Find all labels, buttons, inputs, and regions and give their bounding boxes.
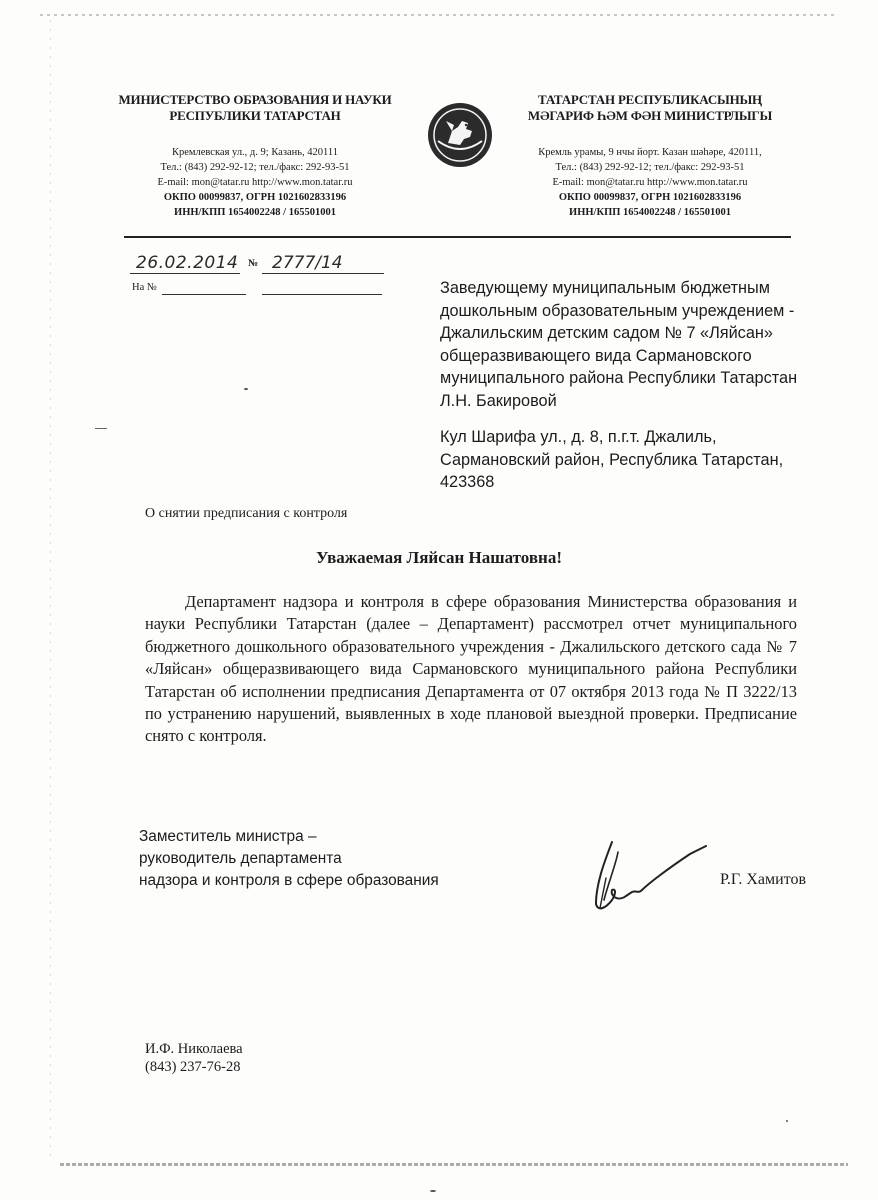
inn-ru: ИНН/КПП 1654002248 / 165501001 xyxy=(174,207,336,218)
okpo-ru: ОКПО 00099837, ОГРН 1021602833196 xyxy=(163,192,347,203)
email-tt: E-mail: mon@tatar.ru http://www.mon.tatar.ru xyxy=(552,177,748,188)
ministry-title-tt: ТАТАРСТАН РЕСПУБЛИКАСЫНЫҢ МӘГАРИФ ҺӘМ ФӘН МИНИСТРЛЫГЫ xyxy=(527,92,773,123)
executor-name: И.Ф. Николаева xyxy=(145,1041,243,1057)
scan-speck xyxy=(430,1190,436,1192)
phone-ru: Тел.: (843) 292-92-12; тел./факс: 292-93-51 xyxy=(160,162,350,173)
signer-position: Заместитель министра – руководитель департамента надзора и контроля в сфере образования xyxy=(139,828,439,889)
number-label: № xyxy=(248,258,259,269)
signer-name: Р.Г. Хамитов xyxy=(720,871,807,888)
reply-to-blank-2 xyxy=(262,294,382,295)
registration-line xyxy=(130,253,385,275)
email-ru: E-mail: mon@tatar.ru http://www.mon.tatar.ru xyxy=(157,177,353,188)
phone-tt: Тел.: (843) 292-92-12; тел./факс: 292-93-51 xyxy=(555,162,745,173)
ministry-contacts-ru xyxy=(110,145,400,220)
margin-mark xyxy=(95,428,107,429)
ministry-contacts-tt xyxy=(500,145,800,220)
outgoing-number: 2777/14 xyxy=(272,253,343,273)
scan-speck xyxy=(244,388,248,390)
scan-edge-bottom xyxy=(60,1163,848,1166)
number-underline xyxy=(262,273,384,274)
addressee-postal-address: Кул Шарифа ул., д. 8, п.г.т. Джалиль, Сармановский район, Республика Татарстан, 423368 xyxy=(440,428,784,491)
outgoing-date: 26.02.2014 xyxy=(136,253,239,273)
header-divider xyxy=(124,236,791,238)
letter-body xyxy=(145,591,797,748)
letter-subject: О снятии предписания с контроля xyxy=(145,506,348,521)
tatarstan-emblem-icon xyxy=(426,101,494,169)
addressee-block: Заведующему муниципальным бюджетным дошкольным образовательным учреждением - Джалильским детским садом № 7 «Ляйсан» общеразвивающего вида Сармановского муниципального района Республики Татарстан Л.Н. Бакировой xyxy=(440,279,798,410)
scan-edge-left xyxy=(50,20,51,1160)
header-right-block xyxy=(500,92,800,220)
ministry-title-ru: МИНИСТЕРСТВО ОБРАЗОВАНИЯ И НАУКИ РЕСПУБЛИКИ ТАТАРСТАН xyxy=(118,92,392,123)
address-tt: Кремль урамы, 9 нчы йорт. Казан шәһәре, 420111, xyxy=(538,147,762,158)
salutation: Уважаемая Ляйсан Нашатовна! xyxy=(316,548,562,567)
handwritten-signature xyxy=(582,838,712,918)
body-paragraph: Департамент надзора и контроля в сфере образования Министерства образования и науки Республики Татарстан (далее – Департамент) рассмотрел отчет муниципального бюджетного дошкольного образовательного учреждения - Джалильского детского сада № 7 «Ляйсан» общеразвивающего вида Сармановского муниципального района Республики Татарстан об исполнении предписания Департамента от 07 октября 2013 года № П 3222/13 по устранению нарушений, выявленных в ходе плановой выездной проверки. Предписание снято с контроля. xyxy=(145,592,797,746)
date-underline xyxy=(130,273,240,274)
okpo-tt: ОКПО 00099837, ОГРН 1021602833196 xyxy=(558,192,742,203)
scan-edge-top xyxy=(40,14,838,16)
address-ru: Кремлевская ул., д. 9; Казань, 420111 xyxy=(171,147,339,158)
scan-speck xyxy=(786,1120,788,1122)
reply-to-blank-1 xyxy=(162,294,246,295)
executor-block xyxy=(145,1040,243,1076)
inn-tt: ИНН/КПП 1654002248 / 165501001 xyxy=(569,207,731,218)
header-left-block xyxy=(110,92,400,220)
executor-phone: (843) 237-76-28 xyxy=(145,1059,241,1075)
reply-to-label: На № xyxy=(132,282,157,293)
